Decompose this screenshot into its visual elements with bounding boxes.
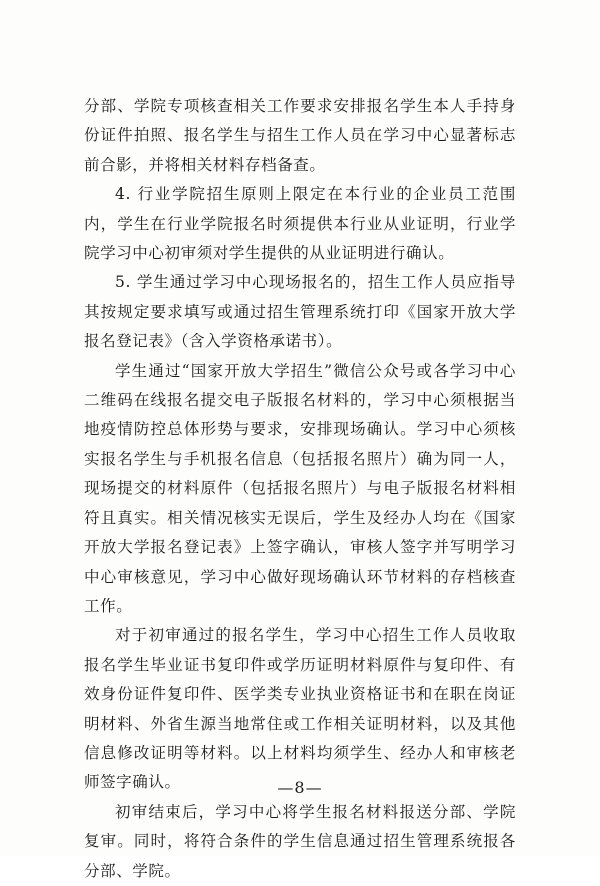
paragraph-document-collection: 对于初审通过的报名学生，学习中心招生工作人员收取报名学生毕业证书复印件或学历证明材料原件与复印件、有效身份证件复印件、医学类专业执业资格证书和在职在岗证明材料、外省生源当地常住或工作相关证明材料，以及其他信息修改证明等材料。以上材料均须学生、经办人和审核老师签字确认。 [84,626,516,792]
paragraph-continuation: 分部、学院专项核查相关工作要求安排报名学生本人手持身份证件拍照、报名学生与招生工作人员在学习中心显著标志前合影，并将相关材料存档备查。 [84,97,516,174]
paragraph-online-registration: 学生通过“国家开放大学招生”微信公众号或各学习中心二维码在线报名提交电子版报名材料的，学习中心须根据当地疫情防控总体形势与要求，安排现场确认。学习中心须核实报名学生与手机报名信息（包括报名照片）确为同一人，现场提交的材料原件（包括报名照片）与电子版报名材料相符且真实。相关情况核实无误后，学生及经办人均在《国家开放大学报名登记表》上签字确认，审核人签字并写明学习中心审核意见，学习中心做好现场确认环节材料的存档核查工作。 [84,361,516,615]
document-body [84,92,516,886]
paragraph-item-5: 5. 学生通过学习中心现场报名的，招生工作人员应指导其按规定要求填写或通过招生管理系统打印《国家开放大学报名登记表》（含入学资格承诺书）。 [84,273,516,351]
paragraph-item-4: 4. 行业学院招生原则上限定在本行业的企业员工范围内，学生在行业学院报名时须提供本行业从业证明，行业学院学习中心初审须对学生提供的从业证明进行确认。 [84,185,516,263]
page-number: —8— [277,778,323,797]
paragraph-review-submission: 初审结束后，学习中心将学生报名材料报送分部、学院复审。同时，将符合条件的学生信息通过招生管理系统报各分部、学院。 [84,802,516,880]
